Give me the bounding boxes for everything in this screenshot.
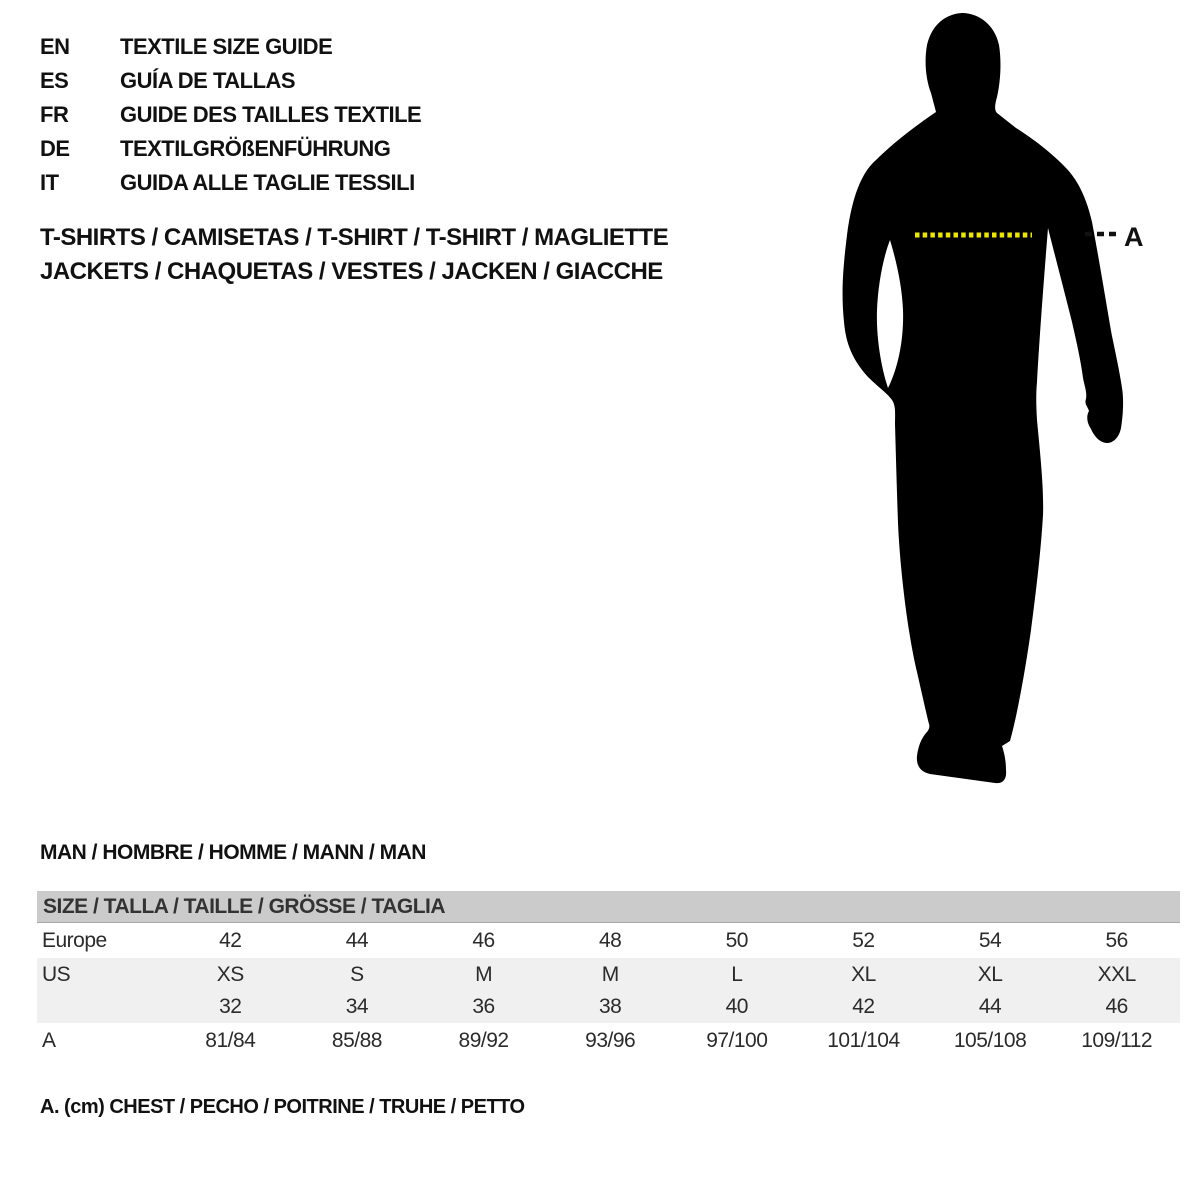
size-cell: S bbox=[350, 962, 364, 986]
size-cell: XL bbox=[851, 962, 876, 986]
size-cell: 38 bbox=[599, 995, 622, 1018]
size-cell: 44 bbox=[978, 995, 1002, 1018]
size-cell: XS bbox=[216, 962, 244, 986]
measure-label-a: A bbox=[1124, 222, 1144, 252]
size-cell: 32 bbox=[219, 995, 242, 1018]
guide-title: TEXTILGRÖßENFÜHRUNG bbox=[120, 136, 391, 161]
row-label: Europe bbox=[42, 928, 107, 952]
size-cell: 93/96 bbox=[585, 1029, 636, 1052]
guide-title: GUÍA DE TALLAS bbox=[120, 68, 296, 93]
size-cell: XXL bbox=[1097, 962, 1136, 986]
man-silhouette bbox=[843, 13, 1124, 783]
language-row-de bbox=[40, 132, 421, 166]
size-cell: 89/92 bbox=[458, 1029, 509, 1052]
size-cell: 46 bbox=[1105, 995, 1128, 1018]
size-cell: 105/108 bbox=[953, 1029, 1027, 1052]
garment-categories bbox=[40, 221, 668, 289]
size-cell: 46 bbox=[472, 928, 495, 952]
language-row-it bbox=[40, 166, 421, 200]
language-code: ES bbox=[40, 68, 69, 93]
guide-title: GUIDE DES TAILLES TEXTILE bbox=[120, 102, 422, 127]
section-title-man: MAN / HOMBRE / HOMME / MANN / MAN bbox=[40, 841, 426, 864]
language-code: EN bbox=[40, 34, 70, 59]
table-row-chest-cm bbox=[37, 1023, 1180, 1059]
size-cell: 97/100 bbox=[706, 1029, 768, 1052]
size-cell: 48 bbox=[599, 928, 622, 952]
size-cell: 50 bbox=[725, 928, 748, 952]
size-cell: 56 bbox=[1105, 928, 1128, 952]
size-cell: 52 bbox=[852, 928, 875, 952]
language-code: IT bbox=[40, 170, 59, 195]
man-silhouette-figure bbox=[820, 0, 1200, 800]
size-cell: 42 bbox=[219, 928, 242, 952]
size-cell: L bbox=[731, 962, 743, 986]
category-jackets: JACKETS / CHAQUETAS / VESTES / JACKEN / GIACCHE bbox=[40, 258, 663, 285]
size-cell: 85/88 bbox=[331, 1029, 382, 1052]
language-code: DE bbox=[40, 136, 70, 161]
size-table bbox=[37, 891, 1180, 1059]
size-cell: 42 bbox=[852, 995, 875, 1018]
size-cell: M bbox=[601, 962, 619, 986]
language-list bbox=[40, 30, 421, 200]
language-row-en bbox=[40, 30, 421, 64]
size-cell: 40 bbox=[725, 995, 748, 1018]
table-row-europe bbox=[37, 923, 1180, 958]
size-cell: 109/112 bbox=[1081, 1029, 1153, 1052]
size-cell: 81/84 bbox=[205, 1029, 256, 1052]
language-row-fr bbox=[40, 98, 421, 132]
language-code: FR bbox=[40, 102, 69, 127]
size-cell: 44 bbox=[345, 928, 369, 952]
size-cell: XL bbox=[977, 962, 1003, 986]
size-cell: 34 bbox=[345, 995, 369, 1018]
size-cell: 54 bbox=[978, 928, 1002, 952]
table-row-us-numeric bbox=[37, 991, 1180, 1023]
size-cell: M bbox=[475, 962, 493, 986]
row-label: US bbox=[42, 962, 71, 986]
category-tshirts: T-SHIRTS / CAMISETAS / T-SHIRT / T-SHIRT / MAGLIETTE bbox=[40, 224, 669, 251]
row-label: A bbox=[42, 1029, 56, 1052]
language-row-es bbox=[40, 64, 421, 98]
table-row-us bbox=[37, 958, 1180, 991]
size-table-header: SIZE / TALLA / TAILLE / GRÖSSE / TAGLIA bbox=[37, 891, 1180, 923]
measurement-footnote: A. (cm) CHEST / PECHO / POITRINE / TRUHE / PETTO bbox=[40, 1096, 525, 1118]
guide-title: GUIDA ALLE TAGLIE TESSILI bbox=[120, 170, 415, 195]
size-cell: 36 bbox=[472, 995, 495, 1018]
size-cell: 101/104 bbox=[827, 1029, 900, 1052]
guide-title: TEXTILE SIZE GUIDE bbox=[120, 34, 333, 59]
